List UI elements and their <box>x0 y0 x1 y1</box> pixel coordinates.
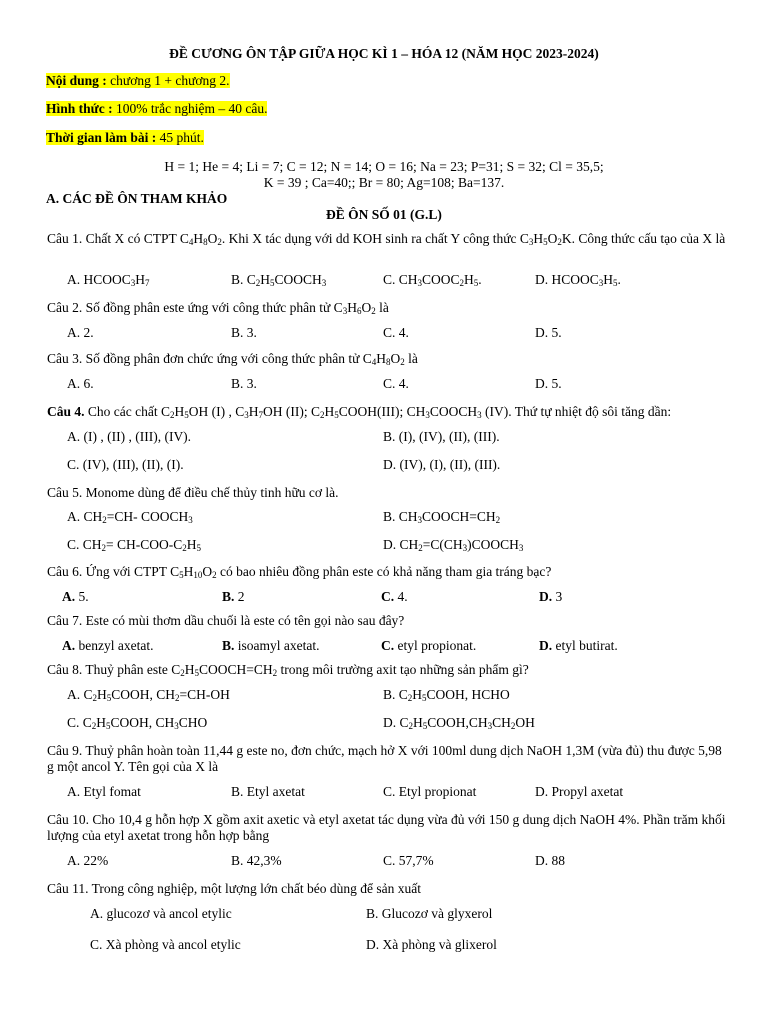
option-c: C. $CH_3COOC_2H_5$. <box>383 272 482 288</box>
question-3 <box>47 351 727 367</box>
option-c: C. (IV), (III), (II), (I). <box>67 457 184 472</box>
question-8 <box>47 662 727 678</box>
option-c: C. $C_2H_5COOH$, $CH_3CHO$ <box>67 715 208 731</box>
question-label: Câu 5. <box>47 485 83 500</box>
option-a: A. (I) , (II) , (III), (IV). <box>67 429 192 444</box>
option-a: A. 22% <box>67 853 109 868</box>
question-label: Câu 10. <box>47 812 89 827</box>
question-text: Trong công nghiệp, một lượng lớn chất béo dùng để sản xuất <box>91 881 421 896</box>
question-label: Câu 1. <box>47 231 83 246</box>
question-5 <box>47 485 727 501</box>
option-b: B. Etyl axetat <box>231 784 305 799</box>
meta-format-value: 100% trắc nghiệm – 40 câu. <box>112 101 268 116</box>
question-text: Monome dùng để điều chế thủy tinh hữu cơ là. <box>85 485 339 500</box>
meta-content <box>46 73 230 89</box>
option-c: C. etyl propionat. <box>381 638 477 653</box>
option-a: A. benzyl axetat. <box>62 638 154 653</box>
atomic-masses-line-2: K = 39 ; Ca=40;; Br = 80; Ag=108; Ba=137. <box>263 175 505 190</box>
question-label: Câu 2. <box>47 300 83 315</box>
option-b: B. 2 <box>222 589 245 604</box>
option-b: B. Glucozơ và glyxerol <box>366 906 493 921</box>
option-b: B. 3. <box>231 376 257 391</box>
question-label: Câu 4. <box>47 404 85 419</box>
option-a: A. $C_2H_5COOH$, $CH_2=CH-OH$ <box>67 687 230 703</box>
exam-title: ĐỀ ÔN SỐ 01 (G.L) <box>326 207 442 222</box>
option-c: C. $CH_2= CH-COO-C_2H_5$ <box>67 537 202 553</box>
question-text: Thuỷ phân hoàn toàn 11,44 g este no, đơn chức, mạch hở X với 100ml dung dịch NaOH 1,3M (vừa đủ) thu được 5,98 g một ancol Y. Tên gọi của X là <box>47 743 722 774</box>
option-b: B. 42,3% <box>231 853 282 868</box>
option-c: C. 4. <box>383 325 409 340</box>
option-d: D. Xà phòng và glixerol <box>366 937 497 952</box>
question-text: Cho 10,4 g hỗn hợp X gồm axit axetic và etyl axetat tác dụng vừa đủ với 150 g dung dịch NaOH 4%. Phần trăm khối lượng của etyl axetat trong hỗn hợp bằng <box>47 812 726 843</box>
question-1 <box>47 231 727 247</box>
question-10 <box>47 812 727 844</box>
question-6 <box>47 564 727 580</box>
option-d: D. (IV), (I), (II), (III). <box>383 457 501 472</box>
option-d: D. 5. <box>535 376 562 391</box>
question-label: Câu 6. <box>47 564 83 579</box>
option-c: C. Etyl propionat <box>383 784 477 799</box>
question-text: Ứng với CTPT $C_5H_{10}O_2$ có bao nhiêu đồng phân este có khả năng tham gia tráng bạc? <box>85 564 552 580</box>
question-label: Câu 9. <box>47 743 83 758</box>
meta-format-label: Hình thức : <box>46 101 113 116</box>
option-a: A. $HCOOC_3H_7$ <box>67 272 150 288</box>
question-text: Chất X có CTPT $C_4H_8O_2$. Khi X tác dụng với dd KOH sinh ra chất Y công thức $C_3H_5O_2K$. Công thức cấu tạo của X là <box>85 231 726 247</box>
question-label: Câu 11. <box>47 881 89 896</box>
option-c: C. Xà phòng và ancol etylic <box>90 937 241 952</box>
option-d: D. 5. <box>535 325 562 340</box>
meta-content-value: chương 1 + chương 2. <box>106 73 230 88</box>
question-label: Câu 7. <box>47 613 83 628</box>
option-a: A. Etyl fomat <box>67 784 141 799</box>
question-11 <box>47 881 727 897</box>
meta-time-label: Thời gian làm bài : <box>46 130 157 145</box>
option-a: A. 5. <box>62 589 89 604</box>
option-a: A. glucozơ và ancol etylic <box>90 906 232 921</box>
atomic-masses-line-1: H = 1; He = 4; Li = 7; C = 12; N = 14; O = 16; Na = 23; P=31; S = 32; Cl = 35,5; <box>164 159 604 174</box>
option-d: D. $HCOOC_3H_5$. <box>535 272 621 288</box>
question-2 <box>47 300 727 316</box>
question-text: Este có mùi thơm dầu chuối là este có tên gọi nào sau đây? <box>85 613 405 628</box>
question-label: Câu 3. <box>47 351 83 366</box>
question-7 <box>47 613 727 629</box>
section-heading: A. CÁC ĐỀ ÔN THAM KHẢO <box>46 191 228 206</box>
question-text: Cho các chất $C_2H_5OH$ (I) , $C_3H_7OH$ (II); $C_2H_5COOH(III)$; $CH_3COOCH_3$ (IV). Thứ tự nhiệt độ sôi tăng dần: <box>87 404 672 420</box>
option-b: B. isoamyl axetat. <box>222 638 320 653</box>
option-c: C. 57,7% <box>383 853 434 868</box>
option-c: C. 4. <box>381 589 408 604</box>
option-c: C. 4. <box>383 376 409 391</box>
question-9 <box>47 743 727 775</box>
option-a: A. 2. <box>67 325 94 340</box>
option-d: D. 88 <box>535 853 565 868</box>
document-title: ĐỀ CƯƠNG ÔN TẬP GIỮA HỌC KÌ 1 – HÓA 12 (NĂM HỌC 2023-2024) <box>169 46 599 61</box>
option-d: D. $CH_2=C(CH_3)COOCH_3$ <box>383 537 524 553</box>
option-d: D. Propyl axetat <box>535 784 624 799</box>
meta-time <box>46 130 204 146</box>
option-b: B. (I), (IV), (II), (III). <box>383 429 500 444</box>
meta-content-label: Nội dung : <box>46 73 107 88</box>
meta-time-value: 45 phút. <box>156 130 204 145</box>
option-b: B. $C_2H_5COOCH_3$ <box>231 272 327 288</box>
meta-format <box>46 101 267 117</box>
option-a: A. $CH_2=CH-$ $COOCH_3$ <box>67 509 193 525</box>
option-d: D. 3 <box>539 589 563 604</box>
option-d: D. $C_2H_5COOH,CH_3CH_2OH$ <box>383 715 535 731</box>
option-d: D. etyl butirat. <box>539 638 618 653</box>
question-text: Số đồng phân este ứng với công thức phân tử $C_3H_6O_2$ là <box>85 300 389 316</box>
question-4 <box>47 404 727 420</box>
option-b: B. 3. <box>231 325 257 340</box>
option-b: B. $C_2H_5COOH$, HCHO <box>383 687 510 703</box>
option-a: A. 6. <box>67 376 94 391</box>
option-b: B. $CH_3COOCH=CH_2$ <box>383 509 501 525</box>
question-label: Câu 8. <box>47 662 83 677</box>
question-text: Số đồng phân đơn chức ứng với công thức phân tử $C_4H_8O_2$ là <box>85 351 418 367</box>
question-text: Thuỷ phân este $C_2H_5COOCH=CH_2$ trong môi trường axit tạo những sản phẩm gì? <box>85 662 529 678</box>
